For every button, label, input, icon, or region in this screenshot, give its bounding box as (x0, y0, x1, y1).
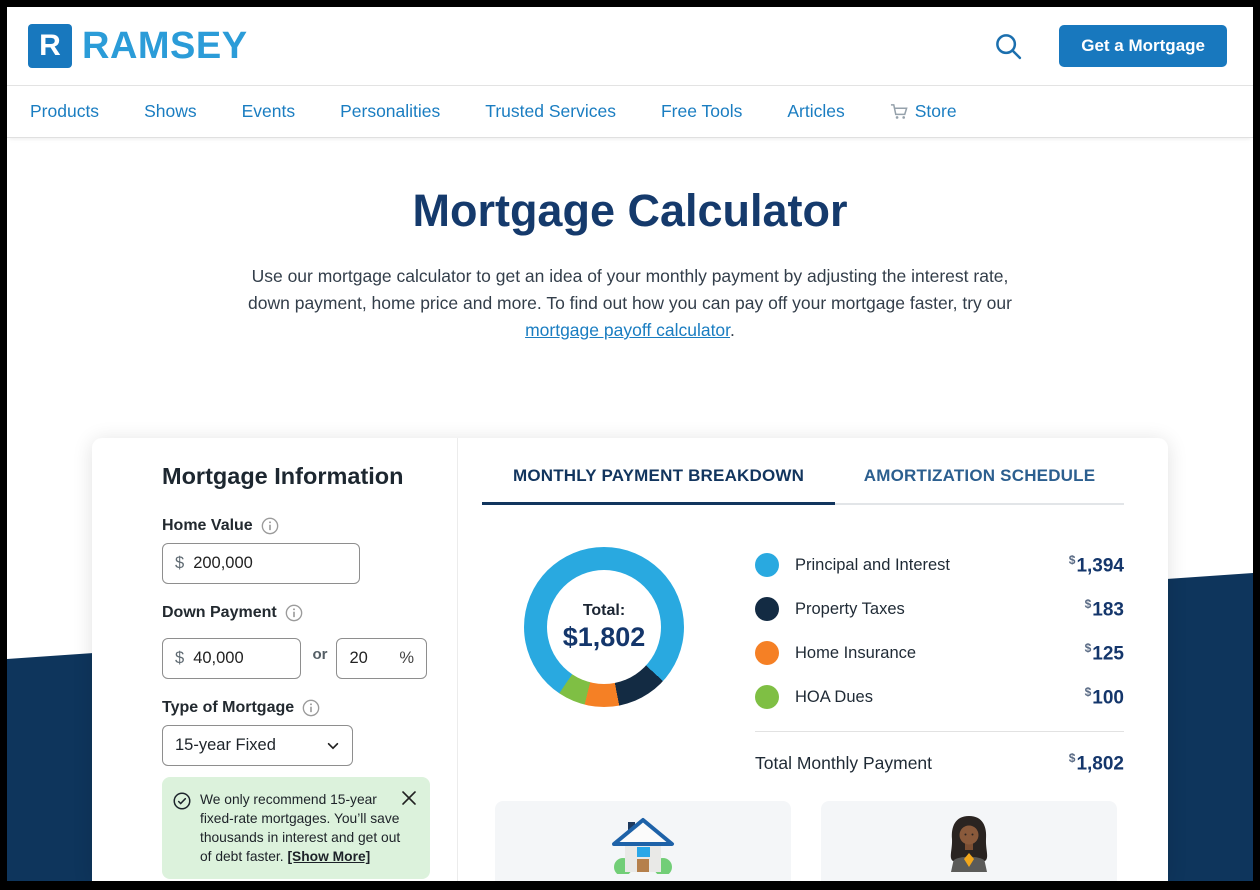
legend-value (1085, 641, 1124, 665)
total-monthly-payment-value (1069, 751, 1124, 775)
mortgage-information-title: Mortgage Information (162, 463, 404, 489)
payment-breakdown-donut-chart (524, 547, 684, 707)
donut-total-value: $1,802 (562, 621, 646, 652)
info-icon[interactable] (302, 699, 320, 717)
mortgage-type-label (162, 699, 427, 717)
nav-item-products[interactable]: Products (30, 101, 100, 121)
check-circle-icon (172, 791, 192, 811)
legend (755, 547, 1124, 775)
recommendation-text (200, 790, 418, 866)
down-payment-label (162, 604, 427, 622)
page-description-period: . (730, 320, 735, 340)
dollar-sign: $ (1068, 552, 1076, 567)
logo-letter: R (39, 29, 61, 62)
recommendation-text-body: We only recommend 15-year fixed-rate mortgages. You’ll save thousands in interest and get out of debt faster. (200, 792, 401, 864)
main-nav (7, 85, 1253, 138)
donut-center (547, 570, 661, 684)
site-header (7, 7, 1253, 85)
cart-icon (890, 103, 909, 120)
payment-breakdown-panel (458, 438, 1168, 881)
legend-label: Principal and Interest (795, 555, 951, 574)
search-icon[interactable] (993, 31, 1023, 61)
legend-value (1085, 597, 1124, 621)
page-description (240, 263, 1020, 344)
total-amount: 1,802 (1076, 753, 1124, 775)
home-value-label (162, 517, 427, 535)
dollar-sign: $ (1084, 684, 1092, 699)
ramsey-logo-icon (28, 24, 72, 68)
down-payment-label-text: Down Payment (162, 604, 277, 621)
hero-section (7, 138, 1253, 344)
page-title: Mortgage Calculator (412, 185, 848, 236)
legend-amount: 125 (1092, 643, 1124, 665)
home-value-input-value: 200,000 (193, 554, 253, 572)
nav-item-personalities[interactable]: Personalities (340, 101, 441, 121)
down-payment-percent-value: 20 (349, 649, 368, 667)
mortgage-type-label-text: Type of Mortgage (162, 699, 295, 716)
person-illustration-icon (942, 814, 996, 881)
nav-item-free-tools[interactable]: Free Tools (660, 101, 743, 121)
tab-monthly-payment-breakdown[interactable]: MONTHLY PAYMENT BREAKDOWN (482, 466, 835, 505)
total-monthly-payment-row (755, 731, 1124, 775)
dollar-sign: $ (1084, 640, 1092, 655)
mortgage-type-selected-value: 15-year Fixed (175, 736, 276, 754)
legend-item-principal-interest (755, 553, 1124, 577)
dollar-sign: $ (1068, 751, 1076, 765)
legend-label: Home Insurance (795, 643, 917, 662)
nav-item-shows[interactable]: Shows (144, 101, 197, 121)
nav-item-store-label: Store (914, 101, 957, 121)
legend-value (1085, 685, 1124, 709)
header-actions (993, 25, 1227, 67)
calculator-card (92, 438, 1168, 881)
legend-value (1069, 553, 1124, 577)
donut-total-label: Total: (582, 601, 626, 619)
legend-dot (755, 685, 779, 709)
logo-text: RAMSEY (82, 24, 248, 67)
nav-item-store[interactable] (890, 101, 957, 122)
get-a-mortgage-button[interactable]: Get a Mortgage (1059, 25, 1227, 67)
promo-cards (482, 801, 1124, 881)
recommendation-banner (162, 777, 430, 879)
agent-promo-card[interactable] (821, 801, 1117, 881)
tabs (482, 466, 1124, 505)
mortgage-information-panel (92, 438, 458, 881)
or-label: or (312, 646, 328, 663)
close-icon[interactable] (401, 790, 417, 806)
chevron-down-icon (326, 739, 340, 753)
home-buying-promo-card[interactable] (495, 801, 791, 881)
legend-dot (755, 553, 779, 577)
legend-amount: 100 (1092, 687, 1124, 709)
dollar-sign: $ (1084, 596, 1092, 611)
legend-amount: 183 (1092, 599, 1124, 621)
legend-label: Property Taxes (795, 599, 905, 618)
legend-label: HOA Dues (795, 687, 873, 706)
info-icon[interactable] (261, 517, 279, 535)
home-value-input[interactable] (162, 543, 360, 584)
show-more-link[interactable]: [Show More] (287, 849, 371, 864)
down-payment-amount-input[interactable] (162, 638, 301, 679)
down-payment-amount-value: 40,000 (193, 649, 244, 667)
house-illustration-icon (610, 814, 676, 881)
down-payment-percent-input[interactable] (336, 638, 427, 679)
ramsey-logo[interactable] (28, 24, 248, 68)
mortgage-type-select[interactable] (162, 725, 353, 766)
down-payment-row (162, 630, 427, 679)
nav-item-trusted-services[interactable]: Trusted Services (485, 101, 616, 121)
home-value-label-text: Home Value (162, 517, 253, 534)
info-icon[interactable] (285, 604, 303, 622)
legend-item-home-insurance (755, 641, 1124, 665)
tab-amortization-schedule[interactable]: AMORTIZATION SCHEDULE (835, 466, 1124, 505)
total-monthly-payment-label: Total Monthly Payment (755, 752, 933, 773)
chart-row (482, 547, 1124, 775)
mortgage-payoff-calculator-link[interactable]: mortgage payoff calculator (525, 320, 731, 340)
legend-item-property-taxes (755, 597, 1124, 621)
nav-item-articles[interactable]: Articles (787, 101, 845, 121)
legend-amount: 1,394 (1076, 555, 1124, 577)
legend-item-hoa-dues (755, 685, 1124, 709)
percent-suffix: % (399, 649, 414, 667)
legend-dot (755, 641, 779, 665)
dollar-prefix: $ (175, 554, 185, 572)
page-description-text: Use our mortgage calculator to get an idea of your monthly payment by adjusting the interest rate, down payment, home price and more. To find out how you can pay off your mortgage faster, try our (248, 266, 1012, 313)
legend-dot (755, 597, 779, 621)
dollar-prefix: $ (175, 649, 185, 667)
nav-item-events[interactable]: Events (241, 101, 296, 121)
